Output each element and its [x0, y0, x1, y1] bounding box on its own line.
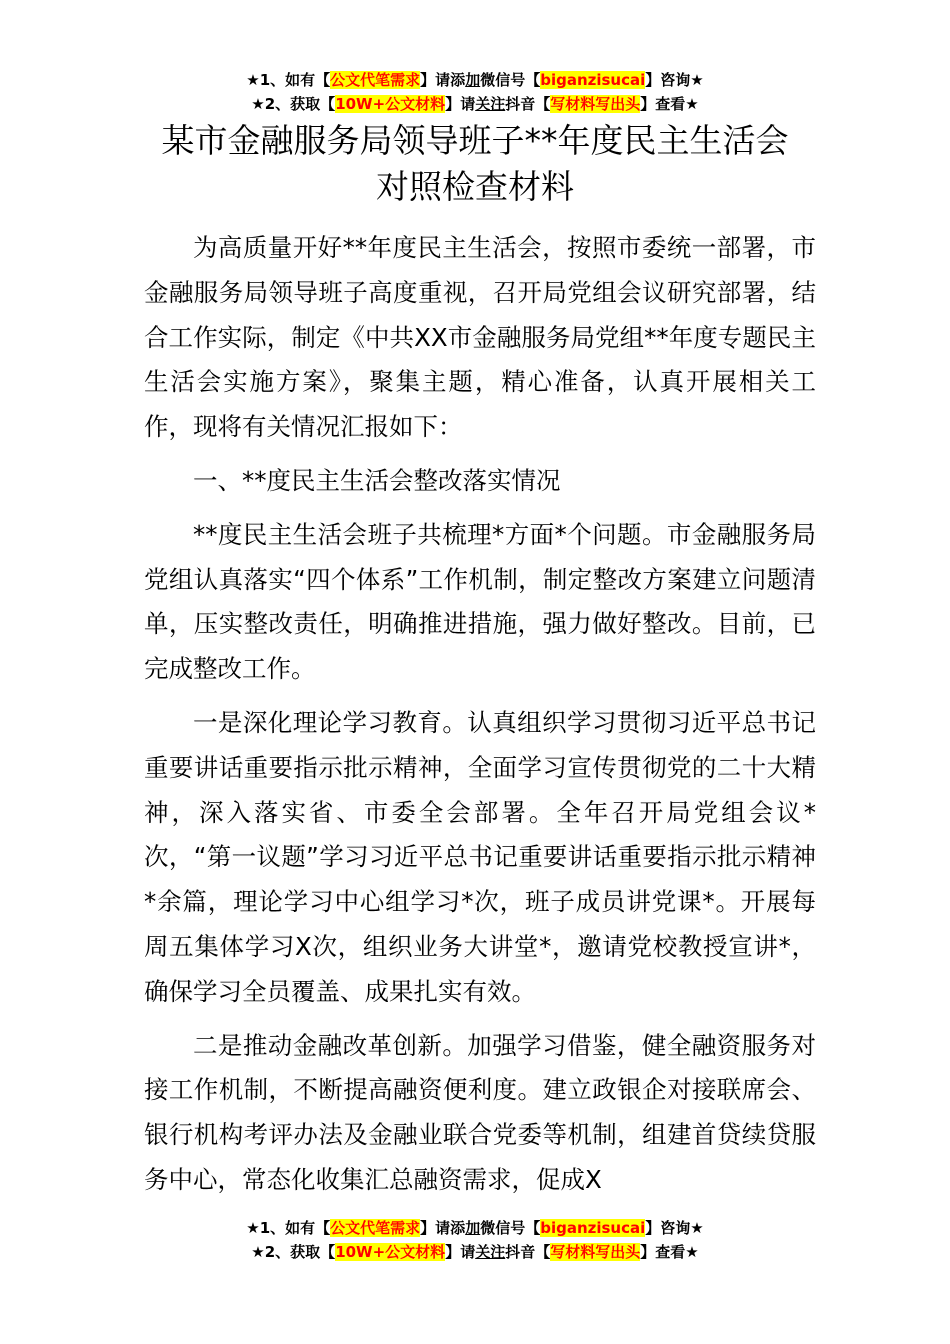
banner-underlined-text: 加	[465, 71, 481, 89]
banner-text: 】请	[445, 95, 476, 113]
highlight-douyin-account: 写材料写出头	[550, 95, 641, 113]
paragraph-summary: **度民主生活会班子共梳理*方面*个问题。市金融服务局党组认真落实“四个体系”工作机制，制定整改方案建立问题清单，压实整改责任，明确推进措施，强力做好整改。目前，已完成整改工作。	[144, 519, 816, 684]
banner-text: 】查看★	[640, 1243, 699, 1261]
banner-text: 】咨询★	[645, 71, 704, 89]
highlight-materials: 10W+公文材料	[335, 95, 446, 113]
banner-underlined-text: 关注	[475, 1243, 506, 1261]
document-title-line-2: 对照检查材料	[376, 167, 574, 206]
document-title	[0, 118, 950, 210]
highlight-wechat-id: biganzisucai	[540, 1219, 646, 1237]
banner-text: 】查看★	[640, 95, 699, 113]
footer-banner-line-1	[0, 1216, 950, 1240]
section-heading: 一、**度民主生活会整改落实情况	[193, 465, 561, 495]
banner-text: ★1、如有【	[246, 1219, 331, 1237]
document-body	[144, 226, 816, 1212]
banner-text: 】请添	[420, 1219, 466, 1237]
banner-underlined-text: 关注	[475, 95, 506, 113]
header-banner-line-1	[0, 68, 950, 92]
highlight-materials: 10W+公文材料	[335, 1243, 446, 1261]
banner-text: 微信号【	[480, 1219, 541, 1237]
highlight-douyin-account: 写材料写出头	[550, 1243, 641, 1261]
highlight-service: 公文代笔需求	[330, 71, 421, 89]
paragraph-intro: 为高质量开好**年度民主生活会，按照市委统一部署，市金融服务局领导班子高度重视，召开局党组会议研究部署，结合工作实际，制定《中共XX市金融服务局党组**年度专题民主生活会实施方案》，聚集主题，精心准备，认真开展相关工作，现将有关情况汇报如下：	[144, 233, 816, 442]
footer-banner-line-2	[0, 1240, 950, 1264]
paragraph-point-1: 一是深化理论学习教育。认真组织学习贯彻习近平总书记重要讲话重要指示批示精神，全面学习宣传贯彻党的二十大精神，深入落实省、市委全会部署。全年召开局党组会议*次，“第一议题”学习习近平总书记重要讲话重要指示批示精神*余篇，理论学习中心组学习*次，班子成员讲党课*。开展每周五集体学习X次，组织业务大讲堂*，邀请党校教授宣讲*，确保学习全员覆盖、成果扎实有效。	[144, 707, 817, 1006]
banner-text: 】咨询★	[645, 1219, 704, 1237]
paragraph-point-2: 二是推动金融改革创新。加强学习借鉴，健全融资服务对接工作机制，不断提高融资便利度。建立政银企对接联席会、银行机构考评办法及金融业联合党委等机制，组建首贷续贷服务中心，常态化收集汇总融资需求，促成X	[144, 1030, 816, 1194]
banner-text: 微信号【	[480, 71, 541, 89]
banner-underlined-text: 加	[465, 1219, 481, 1237]
banner-text: 】请	[445, 1243, 476, 1261]
banner-text: ★1、如有【	[246, 71, 331, 89]
banner-text: 抖音【	[505, 1243, 551, 1261]
highlight-wechat-id: biganzisucai	[540, 71, 646, 89]
highlight-service: 公文代笔需求	[330, 1219, 421, 1237]
banner-text: ★2、获取【	[251, 95, 336, 113]
header-banner	[0, 68, 950, 116]
footer-banner	[0, 1216, 950, 1264]
banner-text: 】请添	[420, 71, 466, 89]
banner-text: ★2、获取【	[251, 1243, 336, 1261]
document-title-line-1: 某市金融服务局领导班子**年度民主生活会	[161, 121, 789, 160]
header-banner-line-2	[0, 92, 950, 116]
banner-text: 抖音【	[505, 95, 551, 113]
